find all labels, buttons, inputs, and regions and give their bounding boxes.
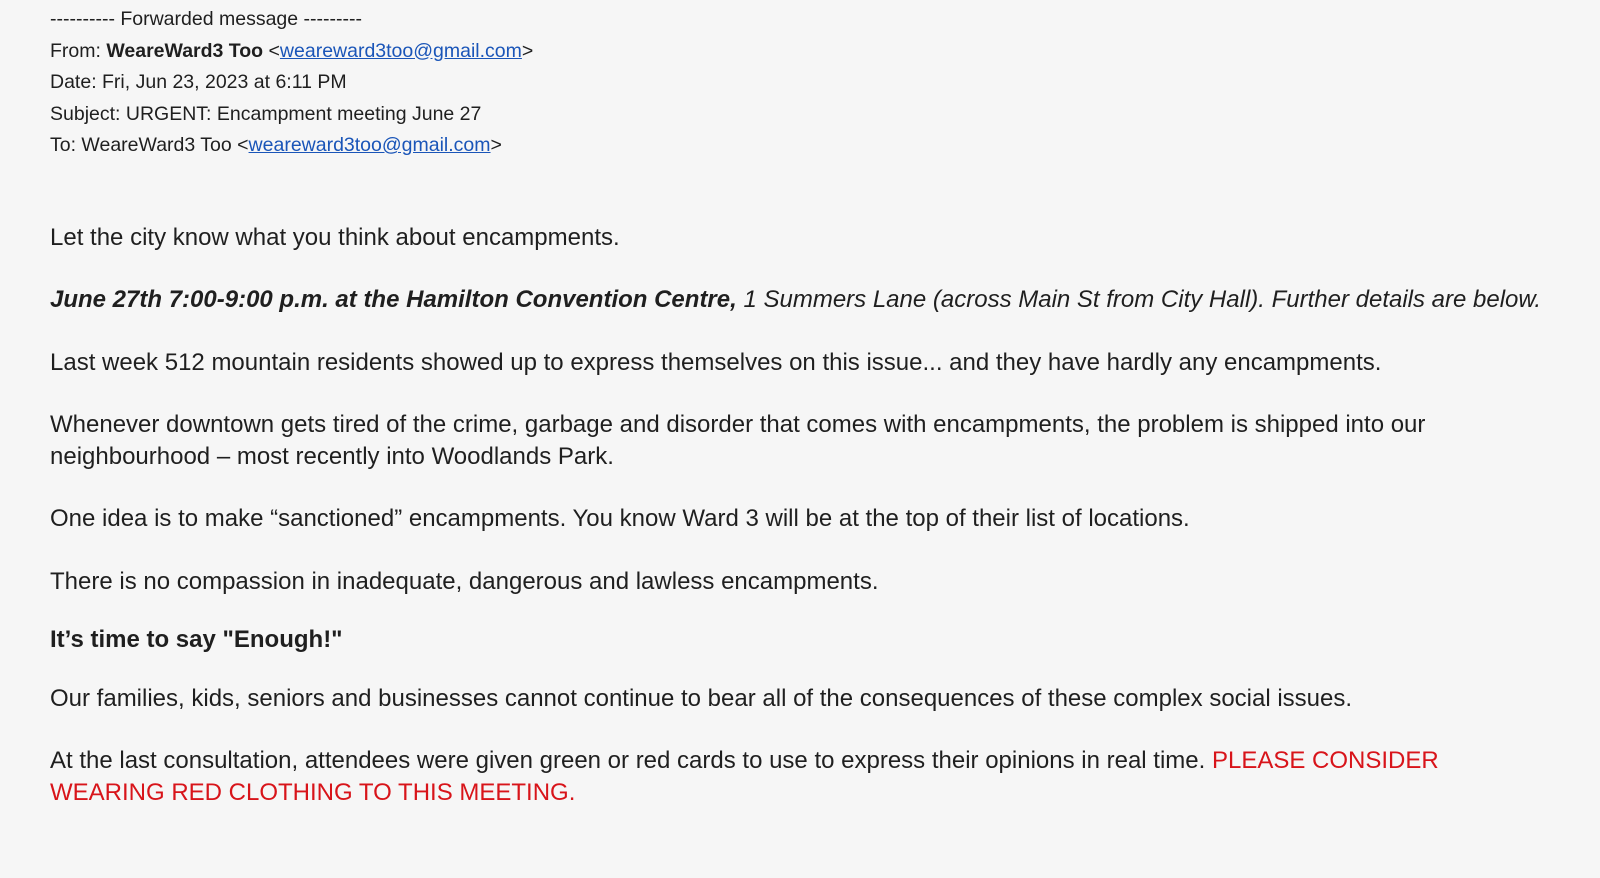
event-address: 1 Summers Lane (across Main St from City Hall). Further details are below.: [736, 286, 1542, 313]
body-paragraph-event-details: [50, 284, 1560, 316]
email-body: [50, 222, 1560, 809]
to-label: To: WeareWard3 Too: [50, 134, 238, 156]
body-paragraph-consultation: [50, 745, 1560, 808]
body-paragraph-families: Our families, kids, seniors and businesses cannot continue to bear all of the consequences of these complex social issues.: [50, 684, 1353, 712]
from-label: From:: [50, 39, 107, 62]
body-paragraph-intro: Let the city know what you think about encampments.: [50, 223, 620, 251]
subject-line: Subject: URGENT: Encampment meeting June 27: [50, 102, 482, 125]
from-line: From: WeareWard3 Too <weareward3too@gmail.com>: [50, 39, 534, 62]
date-line: Date: Fri, Jun 23, 2023 at 6:11 PM: [50, 71, 347, 93]
event-date-venue: June 27th 7:00-9:00 p.m. at the Hamilton Convention Centre,: [50, 286, 737, 313]
from-sender-name: WeareWard3 Too: [106, 39, 264, 62]
red-clothing-alert: PLEASE CONSIDER WEARING RED CLOTHING TO THIS MEETING.: [50, 747, 1439, 806]
body-paragraph-enough: It’s time to say "Enough!": [50, 626, 343, 653]
consultation-text: At the last consultation, attendees were given green or red cards to use to express their opinions in real time.: [50, 747, 1212, 774]
to-email-link[interactable]: weareward3too@gmail.com: [248, 134, 491, 156]
body-paragraph-compassion: There is no compassion in inadequate, dangerous and lawless encampments.: [50, 567, 879, 595]
body-paragraph-sanctioned: One idea is to make “sanctioned” encampments. You know Ward 3 will be at the top of their list of locations.: [50, 505, 1190, 532]
forwarded-message-header: [50, 4, 1560, 162]
to-line: To: WeareWard3 Too <weareward3too@gmail.com>: [50, 134, 502, 156]
body-paragraph-last-week: Last week 512 mountain residents showed up to express themselves on this issue... and they have hardly any encampments.: [50, 348, 1382, 376]
body-paragraph-downtown: Whenever downtown gets tired of the crime, garbage and disorder that comes with encampments, the problem is shipped into our neighbourhood – most recently into Woodlands Park.: [50, 411, 1426, 470]
forwarded-separator: ---------- Forwarded message ---------: [50, 8, 362, 30]
from-email-link[interactable]: weareward3too@gmail.com: [279, 39, 522, 62]
